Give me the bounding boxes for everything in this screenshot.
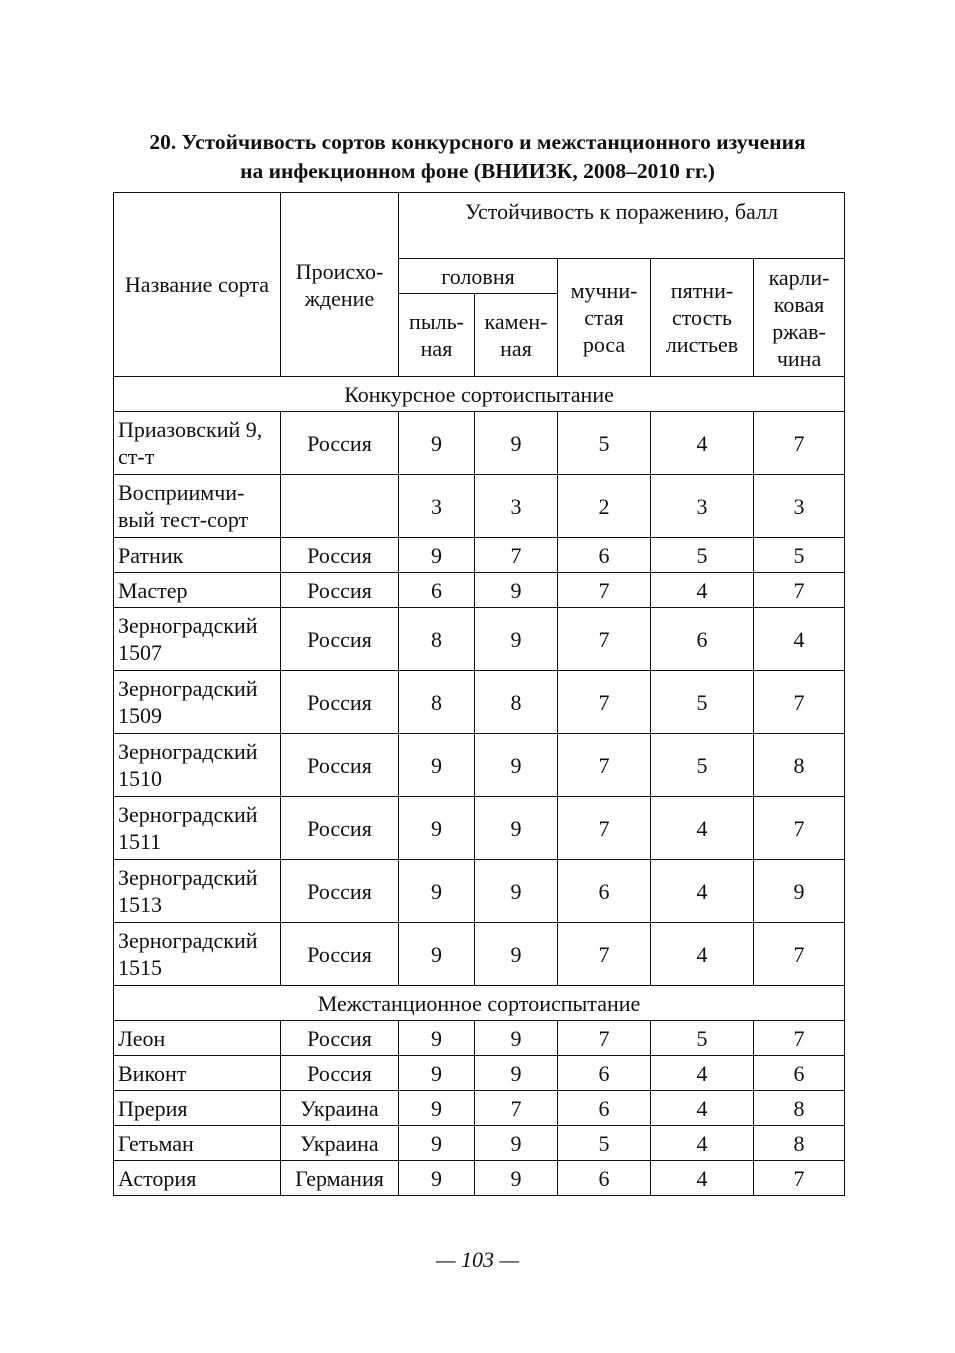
leaf-rust-score-cell: 8 <box>754 734 845 797</box>
leaf-spot-score-cell: 5 <box>651 538 754 573</box>
table-row <box>114 734 845 797</box>
leaf-spot-score-cell: 5 <box>651 1021 754 1056</box>
leaf-spot-score-cell: 4 <box>651 860 754 923</box>
origin-cell: Россия <box>281 860 399 923</box>
table-row <box>114 538 845 573</box>
powdery-mildew-score-cell: 6 <box>558 860 651 923</box>
stinking-smut-score-cell: 7 <box>475 538 558 573</box>
table-row <box>114 1161 845 1196</box>
table-row <box>114 412 845 475</box>
leaf-spot-score-cell: 4 <box>651 1091 754 1126</box>
leaf-spot-score-cell: 5 <box>651 734 754 797</box>
leaf-rust-score-cell: 4 <box>754 608 845 671</box>
header-powdery-mildew: мучни- стая роса <box>558 259 651 377</box>
leaf-spot-score-cell: 4 <box>651 797 754 860</box>
powdery-mildew-score-cell: 7 <box>558 573 651 608</box>
stinking-smut-score-cell: 8 <box>475 671 558 734</box>
leaf-spot-score-cell: 6 <box>651 608 754 671</box>
variety-name-cell: Виконт <box>114 1056 281 1091</box>
stinking-smut-score-cell: 3 <box>475 475 558 538</box>
leaf-spot-score-cell: 5 <box>651 671 754 734</box>
table-row <box>114 1056 845 1091</box>
variety-name-cell: Астория <box>114 1161 281 1196</box>
leaf-rust-score-cell: 7 <box>754 1021 845 1056</box>
stinking-smut-score-cell: 9 <box>475 573 558 608</box>
section-row <box>114 986 845 1021</box>
table-title-line-1: 20. Устойчивость сортов конкурсного и межстанционного изучения <box>149 130 806 154</box>
variety-name-cell: Ратник <box>114 538 281 573</box>
resistance-table <box>113 192 845 1196</box>
origin-cell: Россия <box>281 797 399 860</box>
loose-smut-score-cell: 9 <box>399 797 475 860</box>
table-row <box>114 797 845 860</box>
origin-cell: Германия <box>281 1161 399 1196</box>
variety-name-cell: Гетьман <box>114 1126 281 1161</box>
loose-smut-score-cell: 9 <box>399 1091 475 1126</box>
table-row <box>114 608 845 671</box>
loose-smut-score-cell: 3 <box>399 475 475 538</box>
leaf-spot-score-cell: 4 <box>651 1126 754 1161</box>
leaf-spot-score-cell: 4 <box>651 1161 754 1196</box>
table-row <box>114 1091 845 1126</box>
origin-cell: Россия <box>281 734 399 797</box>
loose-smut-score-cell: 9 <box>399 538 475 573</box>
leaf-spot-score-cell: 4 <box>651 923 754 986</box>
leaf-rust-score-cell: 7 <box>754 573 845 608</box>
variety-name-cell: Леон <box>114 1021 281 1056</box>
section-label: Межстанционное сортоиспытание <box>114 986 845 1021</box>
header-leaf-spot: пятни- стость листьев <box>651 259 754 377</box>
powdery-mildew-score-cell: 6 <box>558 1091 651 1126</box>
loose-smut-score-cell: 9 <box>399 412 475 475</box>
variety-name-cell: Приазовский 9, ст-т <box>114 412 281 475</box>
powdery-mildew-score-cell: 5 <box>558 412 651 475</box>
origin-cell: Украина <box>281 1091 399 1126</box>
loose-smut-score-cell: 8 <box>399 671 475 734</box>
table-row <box>114 1021 845 1056</box>
stinking-smut-score-cell: 9 <box>475 923 558 986</box>
table-row <box>114 923 845 986</box>
variety-name-cell: Прерия <box>114 1091 281 1126</box>
header-stinking-smut: камен- ная <box>475 294 558 377</box>
origin-cell: Россия <box>281 412 399 475</box>
leaf-rust-score-cell: 7 <box>754 671 845 734</box>
powdery-mildew-score-cell: 7 <box>558 608 651 671</box>
table-row <box>114 1126 845 1161</box>
variety-name-cell: Зерноградский 1510 <box>114 734 281 797</box>
table-title-line-2: на инфекционном фоне (ВНИИЗК, 2008–2010 гг.) <box>240 159 715 183</box>
powdery-mildew-score-cell: 7 <box>558 734 651 797</box>
origin-cell: Россия <box>281 573 399 608</box>
leaf-spot-score-cell: 3 <box>651 475 754 538</box>
loose-smut-score-cell: 9 <box>399 1126 475 1161</box>
origin-cell <box>281 475 399 538</box>
origin-cell: Россия <box>281 671 399 734</box>
header-origin: Происхо- ждение <box>281 193 399 377</box>
table-body <box>114 377 845 1196</box>
table-row <box>114 475 845 538</box>
section-row <box>114 377 845 412</box>
leaf-spot-score-cell: 4 <box>651 573 754 608</box>
stinking-smut-score-cell: 9 <box>475 797 558 860</box>
stinking-smut-score-cell: 9 <box>475 1126 558 1161</box>
powdery-mildew-score-cell: 5 <box>558 1126 651 1161</box>
variety-name-cell: Восприимчи- вый тест-сорт <box>114 475 281 538</box>
table-title <box>100 128 855 186</box>
stinking-smut-score-cell: 9 <box>475 1161 558 1196</box>
leaf-rust-score-cell: 7 <box>754 412 845 475</box>
table-row <box>114 573 845 608</box>
variety-name-cell: Зерноградский 1509 <box>114 671 281 734</box>
loose-smut-score-cell: 9 <box>399 860 475 923</box>
stinking-smut-score-cell: 9 <box>475 860 558 923</box>
stinking-smut-score-cell: 9 <box>475 734 558 797</box>
origin-cell: Россия <box>281 923 399 986</box>
leaf-rust-score-cell: 8 <box>754 1091 845 1126</box>
stinking-smut-score-cell: 9 <box>475 1021 558 1056</box>
section-label: Конкурсное сортоиспытание <box>114 377 845 412</box>
variety-name-cell: Зерноградский 1513 <box>114 860 281 923</box>
header-smut: головня <box>399 259 558 294</box>
stinking-smut-score-cell: 9 <box>475 1056 558 1091</box>
origin-cell: Россия <box>281 608 399 671</box>
table-row <box>114 671 845 734</box>
header-leaf-rust: карли- ковая ржав- чина <box>754 259 845 377</box>
leaf-rust-score-cell: 7 <box>754 797 845 860</box>
variety-name-cell: Мастер <box>114 573 281 608</box>
table-row <box>114 860 845 923</box>
page-number: — 103 — <box>435 1247 520 1272</box>
powdery-mildew-score-cell: 6 <box>558 1056 651 1091</box>
loose-smut-score-cell: 9 <box>399 1056 475 1091</box>
loose-smut-score-cell: 9 <box>399 1161 475 1196</box>
header-loose-smut: пыль- ная <box>399 294 475 377</box>
leaf-rust-score-cell: 6 <box>754 1056 845 1091</box>
stinking-smut-score-cell: 9 <box>475 608 558 671</box>
leaf-rust-score-cell: 9 <box>754 860 845 923</box>
powdery-mildew-score-cell: 2 <box>558 475 651 538</box>
powdery-mildew-score-cell: 6 <box>558 1161 651 1196</box>
powdery-mildew-score-cell: 7 <box>558 671 651 734</box>
leaf-rust-score-cell: 3 <box>754 475 845 538</box>
origin-cell: Россия <box>281 538 399 573</box>
loose-smut-score-cell: 8 <box>399 608 475 671</box>
leaf-rust-score-cell: 8 <box>754 1126 845 1161</box>
variety-name-cell: Зерноградский 1507 <box>114 608 281 671</box>
loose-smut-score-cell: 9 <box>399 734 475 797</box>
loose-smut-score-cell: 6 <box>399 573 475 608</box>
origin-cell: Россия <box>281 1056 399 1091</box>
loose-smut-score-cell: 9 <box>399 1021 475 1056</box>
stinking-smut-score-cell: 9 <box>475 412 558 475</box>
leaf-spot-score-cell: 4 <box>651 1056 754 1091</box>
powdery-mildew-score-cell: 7 <box>558 797 651 860</box>
loose-smut-score-cell: 9 <box>399 923 475 986</box>
leaf-rust-score-cell: 7 <box>754 1161 845 1196</box>
powdery-mildew-score-cell: 6 <box>558 538 651 573</box>
variety-name-cell: Зерноградский 1515 <box>114 923 281 986</box>
leaf-rust-score-cell: 7 <box>754 923 845 986</box>
header-resistance: Устойчивость к поражению, балл <box>399 193 845 259</box>
powdery-mildew-score-cell: 7 <box>558 923 651 986</box>
leaf-spot-score-cell: 4 <box>651 412 754 475</box>
powdery-mildew-score-cell: 7 <box>558 1021 651 1056</box>
header-variety-name: Название сорта <box>114 193 281 377</box>
leaf-rust-score-cell: 5 <box>754 538 845 573</box>
variety-name-cell: Зерноградский 1511 <box>114 797 281 860</box>
stinking-smut-score-cell: 7 <box>475 1091 558 1126</box>
origin-cell: Россия <box>281 1021 399 1056</box>
origin-cell: Украина <box>281 1126 399 1161</box>
